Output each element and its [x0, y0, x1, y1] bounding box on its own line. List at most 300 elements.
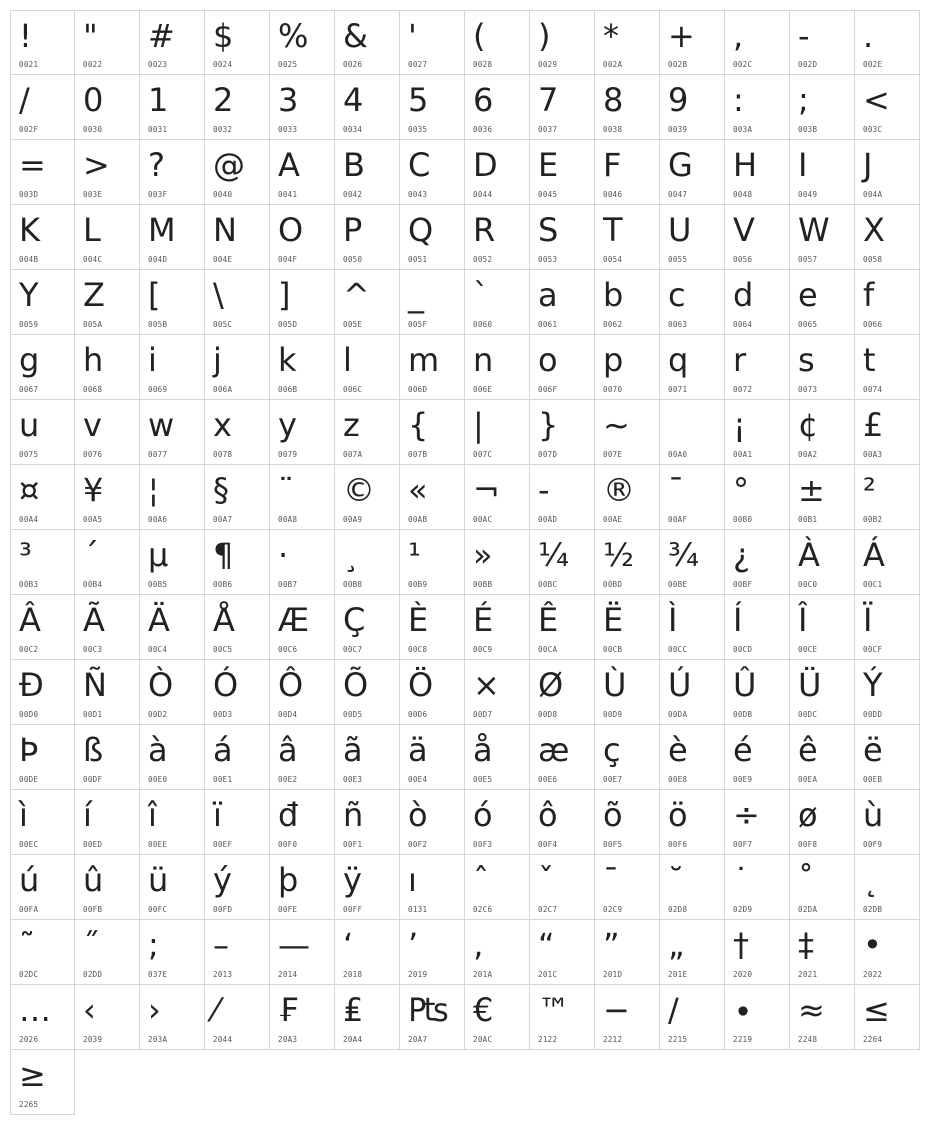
glyph-char: ö: [668, 796, 688, 834]
glyph-cell: [595, 595, 660, 660]
glyph-cell: [400, 725, 465, 790]
glyph-char: [: [148, 276, 161, 314]
glyph-char: }: [538, 406, 559, 444]
glyph-char: ˘: [668, 861, 684, 899]
glyph-code: 20A4: [343, 1035, 363, 1044]
glyph-char: Õ: [343, 666, 369, 704]
glyph-cell: [725, 985, 790, 1050]
glyph-cell: [205, 335, 270, 400]
glyph-char: k: [278, 341, 297, 379]
glyph-code: 00CA: [538, 645, 558, 654]
glyph-code: 0050: [343, 255, 363, 264]
glyph-cell: [335, 660, 400, 725]
glyph-char: ¡: [733, 406, 746, 444]
glyph-code: 00AE: [603, 515, 623, 524]
glyph-cell: [270, 595, 335, 660]
glyph-code: 20AC: [473, 1035, 493, 1044]
glyph-char: Á: [863, 536, 885, 574]
glyph-char: <: [863, 81, 890, 119]
glyph-char: H: [733, 146, 758, 184]
glyph-code: 00C1: [863, 580, 883, 589]
glyph-code: 00A1: [733, 450, 753, 459]
glyph-cell: [140, 855, 205, 920]
glyph-code: 203A: [148, 1035, 168, 1044]
glyph-char: o: [538, 341, 558, 379]
glyph-char: “: [538, 926, 555, 964]
glyph-char: :: [733, 81, 744, 119]
glyph-cell: [660, 595, 725, 660]
glyph-cell: [270, 725, 335, 790]
glyph-char: ±: [798, 471, 825, 509]
glyph-cell: [335, 400, 400, 465]
glyph-code: 00EB: [863, 775, 883, 784]
glyph-char: ù: [863, 796, 884, 834]
glyph-char: P: [343, 211, 363, 249]
glyph-cell: [660, 335, 725, 400]
glyph-char: t: [863, 341, 876, 379]
glyph-cell: [205, 725, 270, 790]
glyph-code: 0078: [213, 450, 233, 459]
glyph-cell: [75, 140, 140, 205]
glyph-cell: [335, 920, 400, 985]
glyph-code: 00A8: [278, 515, 298, 524]
glyph-char: ¯: [668, 471, 684, 509]
glyph-code: 00F4: [538, 840, 558, 849]
glyph-char: ‡: [798, 926, 814, 964]
glyph-cell: [75, 660, 140, 725]
glyph-code: 004D: [148, 255, 168, 264]
glyph-code: 2215: [668, 1035, 688, 1044]
glyph-char: e: [798, 276, 818, 314]
glyph-char: n: [473, 341, 494, 379]
glyph-code: 0059: [19, 320, 39, 329]
glyph-cell: [855, 725, 920, 790]
glyph-code: 005B: [148, 320, 168, 329]
glyph-cell: [10, 530, 75, 595]
glyph-char: z: [343, 406, 360, 444]
glyph-char: ’: [408, 926, 419, 964]
glyph-code: 0044: [473, 190, 493, 199]
glyph-code: 00EA: [798, 775, 818, 784]
glyph-code: 00F5: [603, 840, 623, 849]
glyph-cell: [10, 10, 75, 75]
glyph-char: ;: [798, 81, 809, 119]
glyph-cell: [10, 855, 75, 920]
glyph-code: 00C0: [798, 580, 818, 589]
glyph-cell: [205, 205, 270, 270]
glyph-code: 00DE: [19, 775, 39, 784]
glyph-char: ²: [863, 471, 876, 509]
glyph-code: 00F3: [473, 840, 493, 849]
glyph-char: Ø: [538, 666, 564, 704]
glyph-char: B: [343, 146, 365, 184]
glyph-cell: [75, 75, 140, 140]
glyph-code: 0033: [278, 125, 298, 134]
glyph-char: î: [148, 796, 157, 834]
glyph-cell: [725, 530, 790, 595]
glyph-code: 0027: [408, 60, 428, 69]
glyph-code: 2122: [538, 1035, 558, 1044]
glyph-char: r: [733, 341, 747, 379]
glyph-cell: [10, 205, 75, 270]
glyph-code: 00C7: [343, 645, 363, 654]
glyph-char: X: [863, 211, 885, 249]
glyph-char: ó: [473, 796, 493, 834]
glyph-cell: [790, 985, 855, 1050]
glyph-cell: [465, 660, 530, 725]
glyph-code: 006C: [343, 385, 363, 394]
glyph-cell: [140, 790, 205, 855]
glyph-code: 003B: [798, 125, 818, 134]
glyph-code: 0131: [408, 905, 428, 914]
glyph-cell: [660, 270, 725, 335]
glyph-cell: [75, 920, 140, 985]
glyph-code: 00CD: [733, 645, 753, 654]
glyph-cell: [465, 790, 530, 855]
glyph-code: 007C: [473, 450, 493, 459]
glyph-cell: [10, 335, 75, 400]
glyph-code: 00B2: [863, 515, 883, 524]
glyph-char: {: [408, 406, 429, 444]
glyph-char: ˛: [863, 861, 879, 899]
glyph-cell: [270, 400, 335, 465]
glyph-cell: [140, 920, 205, 985]
glyph-cell: [855, 660, 920, 725]
glyph-code: 0064: [733, 320, 753, 329]
glyph-cell: [660, 205, 725, 270]
glyph-cell: [595, 725, 660, 790]
glyph-char: ³: [19, 536, 32, 574]
glyph-code: 00BF: [733, 580, 753, 589]
glyph-cell: [335, 75, 400, 140]
glyph-char: ÷: [733, 796, 760, 834]
glyph-char: ì: [19, 796, 28, 834]
glyph-char: 7: [538, 81, 559, 119]
glyph-cell: [530, 725, 595, 790]
glyph-cell: [660, 855, 725, 920]
glyph-code: 004B: [19, 255, 39, 264]
glyph-code: 0034: [343, 125, 363, 134]
glyph-cell: [725, 465, 790, 530]
glyph-code: 00DA: [668, 710, 688, 719]
glyph-cell: [140, 725, 205, 790]
glyph-cell: [270, 10, 335, 75]
glyph-cell: [270, 790, 335, 855]
glyph-code: 0067: [19, 385, 39, 394]
glyph-cell: [400, 595, 465, 660]
glyph-code: 00FE: [278, 905, 298, 914]
glyph-char: õ: [603, 796, 623, 834]
glyph-code: 00BC: [538, 580, 558, 589]
glyph-cell: [335, 270, 400, 335]
glyph-code: 00CE: [798, 645, 818, 654]
glyph-cell: [855, 140, 920, 205]
glyph-char: .: [863, 17, 874, 55]
glyph-code: 00D5: [343, 710, 363, 719]
glyph-cell: [75, 205, 140, 270]
glyph-char: •: [863, 926, 882, 964]
glyph-cell: [595, 10, 660, 75]
glyph-code: 00D4: [278, 710, 298, 719]
glyph-code: 00EC: [19, 840, 39, 849]
glyph-cell: [725, 335, 790, 400]
glyph-cell: [855, 205, 920, 270]
glyph-cell: [660, 985, 725, 1050]
glyph-code: 0049: [798, 190, 818, 199]
glyph-code: 00DF: [83, 775, 103, 784]
glyph-char: ı: [408, 861, 417, 899]
glyph-char: Ã: [83, 601, 105, 639]
glyph-code: 0054: [603, 255, 623, 264]
glyph-code: 00AB: [408, 515, 428, 524]
glyph-code: 02DC: [19, 970, 39, 979]
glyph-char: T: [603, 211, 623, 249]
glyph-code: 00D1: [83, 710, 103, 719]
glyph-cell: [270, 335, 335, 400]
glyph-char: E: [538, 146, 559, 184]
glyph-char: @: [213, 146, 245, 184]
glyph-cell: [465, 920, 530, 985]
glyph-cell: [855, 270, 920, 335]
glyph-char: Y: [19, 276, 39, 314]
glyph-code: 00AD: [538, 515, 558, 524]
glyph-cell: [595, 985, 660, 1050]
glyph-char: 3: [278, 81, 299, 119]
glyph-cell: [335, 205, 400, 270]
glyph-char: Ö: [408, 666, 434, 704]
glyph-char: ò: [408, 796, 428, 834]
glyph-char: ≤: [863, 991, 890, 1029]
glyph-code: 0068: [83, 385, 103, 394]
glyph-char: À: [798, 536, 820, 574]
glyph-code: 003E: [83, 190, 103, 199]
glyph-code: 006F: [538, 385, 558, 394]
glyph-cell: [725, 725, 790, 790]
glyph-cell: [400, 660, 465, 725]
glyph-cell: [725, 920, 790, 985]
glyph-cell: [595, 660, 660, 725]
glyph-cell: [855, 335, 920, 400]
glyph-cell: [400, 790, 465, 855]
glyph-code: 0058: [863, 255, 883, 264]
glyph-code: 003C: [863, 125, 883, 134]
glyph-char: þ: [278, 861, 299, 899]
glyph-char: C: [408, 146, 431, 184]
glyph-char: 0: [83, 81, 104, 119]
glyph-char: Ì: [668, 601, 678, 639]
glyph-code: 0074: [863, 385, 883, 394]
glyph-cell: [75, 790, 140, 855]
glyph-code: 00E8: [668, 775, 688, 784]
glyph-cell: [790, 270, 855, 335]
glyph-code: 0057: [798, 255, 818, 264]
glyph-cell: [75, 400, 140, 465]
glyph-cell: [855, 400, 920, 465]
glyph-char: d: [733, 276, 754, 314]
glyph-char: f: [863, 276, 875, 314]
glyph-char: ': [408, 17, 417, 55]
glyph-char: *: [603, 17, 619, 55]
glyph-code: 2014: [278, 970, 298, 979]
glyph-char: Í: [733, 601, 743, 639]
glyph-code: 00D6: [408, 710, 428, 719]
glyph-char: °: [733, 471, 749, 509]
glyph-code: 00CB: [603, 645, 623, 654]
glyph-cell: [530, 530, 595, 595]
glyph-char: _: [408, 276, 424, 314]
glyph-code: 00DD: [863, 710, 883, 719]
glyph-code: 0073: [798, 385, 818, 394]
glyph-code: 02DB: [863, 905, 883, 914]
glyph-char: g: [19, 341, 40, 379]
glyph-char: ): [538, 17, 551, 55]
glyph-cell: [595, 530, 660, 595]
glyph-char: ˉ: [603, 861, 619, 899]
glyph-cell: [725, 855, 790, 920]
glyph-char: &: [343, 17, 368, 55]
glyph-code: 0066: [863, 320, 883, 329]
glyph-code: 00A2: [798, 450, 818, 459]
glyph-code: 201E: [668, 970, 688, 979]
glyph-code: 00C9: [473, 645, 493, 654]
glyph-code: 201D: [603, 970, 623, 979]
glyph-cell: [75, 985, 140, 1050]
glyph-cell: [140, 10, 205, 75]
glyph-code: 0053: [538, 255, 558, 264]
glyph-code: 0036: [473, 125, 493, 134]
glyph-cell: [335, 10, 400, 75]
glyph-char: Þ: [19, 731, 39, 769]
glyph-char: †: [733, 926, 749, 964]
glyph-char: Â: [19, 601, 41, 639]
glyph-code: 0038: [603, 125, 623, 134]
glyph-char: ˆ: [473, 861, 489, 899]
glyph-code: 0051: [408, 255, 428, 264]
glyph-code: 0060: [473, 320, 493, 329]
glyph-cell: [595, 400, 660, 465]
glyph-cell: [530, 855, 595, 920]
glyph-cell: [205, 140, 270, 205]
glyph-code: 0072: [733, 385, 753, 394]
glyph-cell: [140, 400, 205, 465]
glyph-cell: [400, 465, 465, 530]
glyph-char: ˚: [798, 861, 814, 899]
glyph-cell: [790, 725, 855, 790]
glyph-char: ?: [148, 146, 165, 184]
glyph-char: Ê: [538, 601, 559, 639]
glyph-code: 00BB: [473, 580, 493, 589]
glyph-cell: [205, 660, 270, 725]
glyph-char: 2: [213, 81, 234, 119]
glyph-cell: [725, 790, 790, 855]
glyph-cell: [10, 985, 75, 1050]
glyph-cell: [465, 140, 530, 205]
glyph-cell: [660, 400, 725, 465]
glyph-code: 02D9: [733, 905, 753, 914]
glyph-char: U: [668, 211, 692, 249]
glyph-code: 2018: [343, 970, 363, 979]
glyph-cell: [205, 270, 270, 335]
glyph-cell: [790, 660, 855, 725]
glyph-code: 00D7: [473, 710, 493, 719]
glyph-char: Ï: [863, 601, 873, 639]
glyph-cell: [75, 855, 140, 920]
glyph-char: â: [278, 731, 298, 769]
glyph-char: 5: [408, 81, 429, 119]
glyph-code: 004A: [863, 190, 883, 199]
glyph-char: à: [148, 731, 168, 769]
glyph-code: 007A: [343, 450, 363, 459]
glyph-code: 00E1: [213, 775, 233, 784]
glyph-char: è: [668, 731, 688, 769]
glyph-cell: [75, 725, 140, 790]
glyph-cell: [205, 75, 270, 140]
glyph-char: −: [603, 991, 630, 1029]
glyph-cell: [140, 75, 205, 140]
glyph-code: 2022: [863, 970, 883, 979]
glyph-char: Q: [408, 211, 434, 249]
glyph-cell: [855, 465, 920, 530]
glyph-cell: [400, 140, 465, 205]
glyph-code: 2212: [603, 1035, 623, 1044]
glyph-code: 00E5: [473, 775, 493, 784]
glyph-char: §: [213, 471, 229, 509]
glyph-char: j: [213, 341, 222, 379]
glyph-code: 2020: [733, 970, 753, 979]
glyph-code: 00F2: [408, 840, 428, 849]
glyph-cell: [465, 725, 530, 790]
glyph-char: ≥: [19, 1056, 46, 1094]
glyph-code: 0041: [278, 190, 298, 199]
glyph-code: 0063: [668, 320, 688, 329]
glyph-char: €: [473, 991, 494, 1029]
glyph-char: Ç: [343, 601, 366, 639]
glyph-char: ¤: [19, 471, 40, 509]
glyph-code: 0024: [213, 60, 233, 69]
glyph-cell: [400, 530, 465, 595]
glyph-code: 003A: [733, 125, 753, 134]
glyph-code: 0022: [83, 60, 103, 69]
glyph-cell: [790, 595, 855, 660]
glyph-code: 2248: [798, 1035, 818, 1044]
glyph-cell: [660, 920, 725, 985]
glyph-char: û: [83, 861, 104, 899]
glyph-cell: [725, 205, 790, 270]
glyph-cell: [790, 920, 855, 985]
glyph-cell: [205, 920, 270, 985]
glyph-char: …: [19, 991, 51, 1029]
glyph-cell: [465, 400, 530, 465]
glyph-cell: [75, 465, 140, 530]
glyph-code: 2044: [213, 1035, 233, 1044]
glyph-code: 005C: [213, 320, 233, 329]
glyph-char: ×: [473, 666, 500, 704]
glyph-cell: [855, 595, 920, 660]
glyph-code: 2013: [213, 970, 233, 979]
glyph-cell: [465, 335, 530, 400]
glyph-char: R: [473, 211, 496, 249]
glyph-char: Û: [733, 666, 757, 704]
glyph-cell: [790, 75, 855, 140]
glyph-char: £: [863, 406, 884, 444]
glyph-char: (: [473, 17, 486, 55]
glyph-cell: [335, 790, 400, 855]
glyph-char: !: [19, 17, 32, 55]
glyph-code: 00FF: [343, 905, 363, 914]
glyph-cell: [205, 985, 270, 1050]
glyph-code: 00FD: [213, 905, 233, 914]
glyph-code: 0076: [83, 450, 103, 459]
